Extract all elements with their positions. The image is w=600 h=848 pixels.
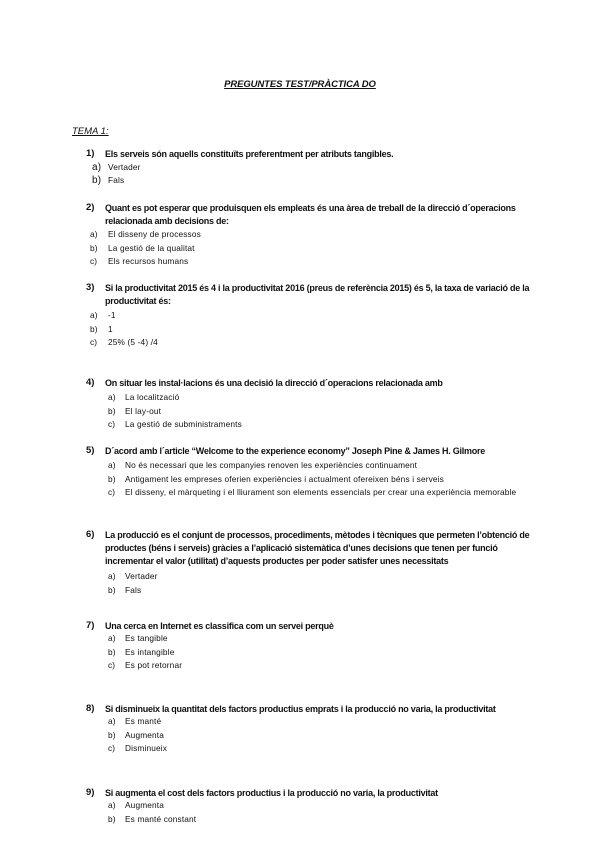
- question-text: Quant es pot esperar que produisquen els empleats és una àrea de treball de la direcció d´operacions: [105, 203, 516, 213]
- option-letter: a): [92, 162, 102, 173]
- question-text: Si disminueix la quantitat dels factors productius emprats i la producció no varia, la productivitat: [105, 704, 496, 714]
- option-letter: c): [90, 256, 98, 266]
- option-text: La gestió de subministraments: [125, 419, 242, 429]
- option-letter: c): [108, 743, 116, 753]
- question-text: On situar les instal·lacions és una decisió la direcció d´operacions relacionada amb: [105, 378, 443, 388]
- question-number: 7): [86, 620, 95, 631]
- option-text: Antigament les empreses oferien experiències i actualment ofereixen béns i serveis: [125, 473, 444, 484]
- option-letter: c): [108, 419, 116, 429]
- option-text: Es intangible: [125, 646, 175, 657]
- option-text: El disseny, el màrqueting i el lliurament son elements essencials per crear una experiència memorable: [125, 487, 517, 497]
- option-letter: b): [90, 242, 98, 253]
- option-letter: c): [108, 660, 116, 670]
- question-text: relacionada amb decisions de:: [105, 216, 229, 226]
- option-text: Fals: [108, 175, 125, 185]
- option-letter: b): [108, 584, 116, 595]
- question-text: Una cerca en Internet es classifica com un servei perquè: [105, 621, 334, 631]
- section-heading: TEMA 1:: [72, 126, 109, 137]
- option-letter: b): [108, 473, 116, 484]
- question-text: D´acord amb l´article “Welcome to the experience economy” Joseph Pine & James H. Gilmore: [105, 446, 485, 456]
- option-text: El disseny de processos: [108, 229, 201, 239]
- option-letter: a): [108, 716, 116, 726]
- question-text: La producció es el conjunt de processos, procediments, mètodes i tècniques que permeten l’obtenció de: [105, 530, 530, 540]
- option-letter: a): [108, 633, 116, 643]
- option-letter: a): [90, 229, 98, 239]
- question-number: 8): [86, 703, 95, 714]
- question-number: 9): [86, 787, 95, 798]
- option-text: Disminueix: [125, 743, 168, 753]
- option-letter: b): [108, 646, 116, 657]
- option-text: -1: [108, 310, 116, 320]
- option-text: Augmenta: [125, 729, 165, 740]
- option-letter: b): [90, 323, 98, 334]
- option-letter: a): [108, 571, 116, 581]
- question-text: Si augmenta el cost dels factors productius i la producció no varia, la productivitat: [105, 788, 438, 798]
- option-letter: b): [108, 813, 116, 824]
- question-number: 2): [86, 202, 95, 213]
- option-letter: a): [90, 310, 98, 320]
- question-text: productivitat és:: [105, 296, 171, 306]
- question-number: 1): [86, 148, 95, 159]
- option-letter: c): [108, 487, 116, 497]
- question-text: productes (béns i serveis) gràcies a l’aplicació sistemàtica d’unes decisions que tenen per funció: [105, 543, 498, 553]
- question-text: Els serveis són aquells constituïts preferentment per atributs tangibles.: [105, 149, 394, 159]
- option-text: El lay-out: [125, 405, 162, 416]
- option-text: Vertader: [125, 571, 158, 581]
- question-number: 6): [86, 529, 95, 540]
- option-text: Augmenta: [125, 800, 165, 810]
- option-letter: a): [108, 460, 116, 470]
- question-number: 5): [86, 445, 95, 456]
- option-letter: b): [92, 175, 102, 186]
- question-number: 4): [86, 377, 95, 388]
- option-text: Es manté constant: [125, 813, 197, 824]
- option-text: Els recursos humans: [108, 256, 189, 266]
- option-text: 25% (5 -4) /4: [108, 337, 158, 347]
- option-text: Vertader: [108, 162, 141, 172]
- question-text: Si la productivitat 2015 és 4 i la productivitat 2016 (preus de referència 2015) és 5, la taxa de variació de la: [105, 283, 530, 293]
- question-number: 3): [86, 282, 95, 293]
- option-text: La gestió de la qualitat: [108, 242, 195, 253]
- option-text: No és necessari que les companyies renoven les experiències continuament: [125, 460, 418, 470]
- option-letter: c): [90, 337, 98, 347]
- option-letter: b): [108, 405, 116, 416]
- page-title: PREGUNTES TEST/PRÀCTICA DO: [224, 79, 376, 90]
- option-text: Es tangible: [125, 633, 168, 643]
- option-text: La localització: [125, 392, 180, 402]
- option-text: Es manté: [125, 716, 162, 726]
- option-letter: b): [108, 729, 116, 740]
- option-text: Fals: [125, 584, 142, 595]
- question-text: incrementar el valor (utilitat) d’aquests productes per poder satisfer unes necessitats: [105, 556, 449, 566]
- option-text: 1: [108, 323, 113, 334]
- option-letter: a): [108, 392, 116, 402]
- option-letter: a): [108, 800, 116, 810]
- option-text: Es pot retornar: [125, 660, 183, 670]
